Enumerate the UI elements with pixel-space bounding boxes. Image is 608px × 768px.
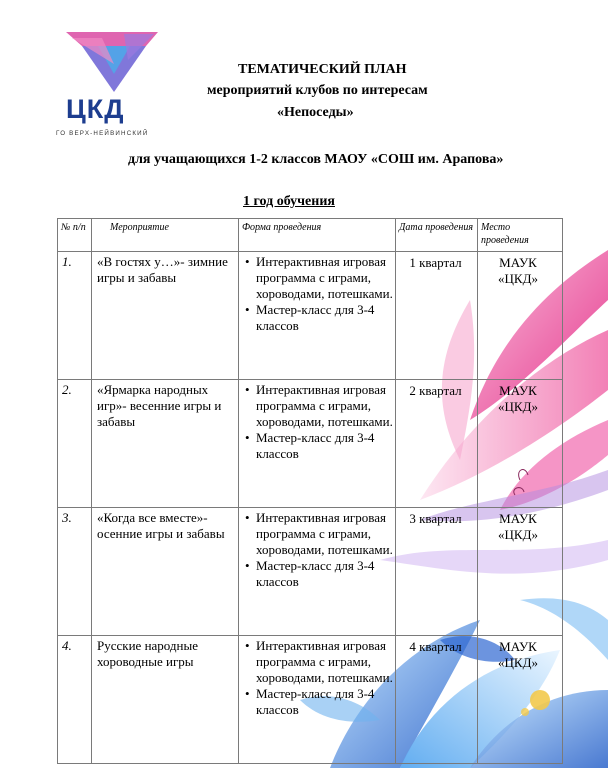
- row-number: 1.: [58, 252, 92, 380]
- table-row: [58, 252, 563, 380]
- form-item: • Мастер-класс для 3-4 классов: [256, 302, 393, 334]
- logo-text: ЦКД: [66, 94, 125, 124]
- study-year-heading: 1 год обучения: [243, 194, 335, 209]
- table-row: [58, 636, 563, 764]
- form-item: • Интерактивная игровая программа с играми, хороводами, потешками.: [256, 638, 393, 686]
- event-name: «В гостях у…»- зимние игры и забавы: [92, 252, 239, 380]
- row-number: 3.: [58, 508, 92, 636]
- column-header-num: № п/п: [58, 219, 92, 252]
- event-forms: [239, 252, 396, 380]
- column-header-date: Дата проведения: [396, 219, 478, 252]
- audience-line: для учащающихся 1-2 классов МАОУ «СОШ им. Арапова»: [128, 152, 504, 167]
- form-item: • Мастер-класс для 3-4 классов: [256, 558, 393, 590]
- event-forms: [239, 380, 396, 508]
- column-header-place: Место проведения: [478, 219, 563, 252]
- row-number: 4.: [58, 636, 92, 764]
- event-date: 4 квартал: [396, 636, 478, 764]
- event-name: «Ярмарка народных игр»- весенние игры и забавы: [92, 380, 239, 508]
- column-header-event: Мероприятие: [92, 219, 239, 252]
- column-header-form: Форма проведения: [239, 219, 396, 252]
- table-row: [58, 508, 563, 636]
- event-date: 2 квартал: [396, 380, 478, 508]
- club-name: «Непоседы»: [277, 105, 354, 120]
- table-header-row: [58, 219, 563, 252]
- form-item: • Мастер-класс для 3-4 классов: [256, 686, 393, 718]
- logo-emblem-icon: [58, 24, 168, 99]
- event-date: 1 квартал: [396, 252, 478, 380]
- form-item: • Мастер-класс для 3-4 классов: [256, 430, 393, 462]
- event-date: 3 квартал: [396, 508, 478, 636]
- form-item: • Интерактивная игровая программа с играми, хороводами, потешками.: [256, 510, 393, 558]
- form-item: • Интерактивная игровая программа с играми, хороводами, потешками.: [256, 382, 393, 430]
- event-name: Русские народные хороводные игры: [92, 636, 239, 764]
- table-row: [58, 380, 563, 508]
- event-forms: [239, 508, 396, 636]
- document-subtitle: мероприятий клубов по интересам: [207, 83, 428, 98]
- event-place: МАУК «ЦКД»: [478, 508, 563, 636]
- event-name: «Когда все вместе»- осенние игры и забавы: [92, 508, 239, 636]
- event-place: МАУК «ЦКД»: [478, 636, 563, 764]
- document-title: ТЕМАТИЧЕСКИЙ ПЛАН: [238, 62, 407, 77]
- event-forms: [239, 636, 396, 764]
- plan-table: [57, 218, 563, 764]
- row-number: 2.: [58, 380, 92, 508]
- event-place: МАУК «ЦКД»: [478, 252, 563, 380]
- form-item: • Интерактивная игровая программа с играми, хороводами, потешками.: [256, 254, 393, 302]
- organization-logo: [58, 24, 168, 144]
- event-place: МАУК «ЦКД»: [478, 380, 563, 508]
- logo-subtext: ГО ВЕРХ-НЕЙВИНСКИЙ: [56, 130, 149, 137]
